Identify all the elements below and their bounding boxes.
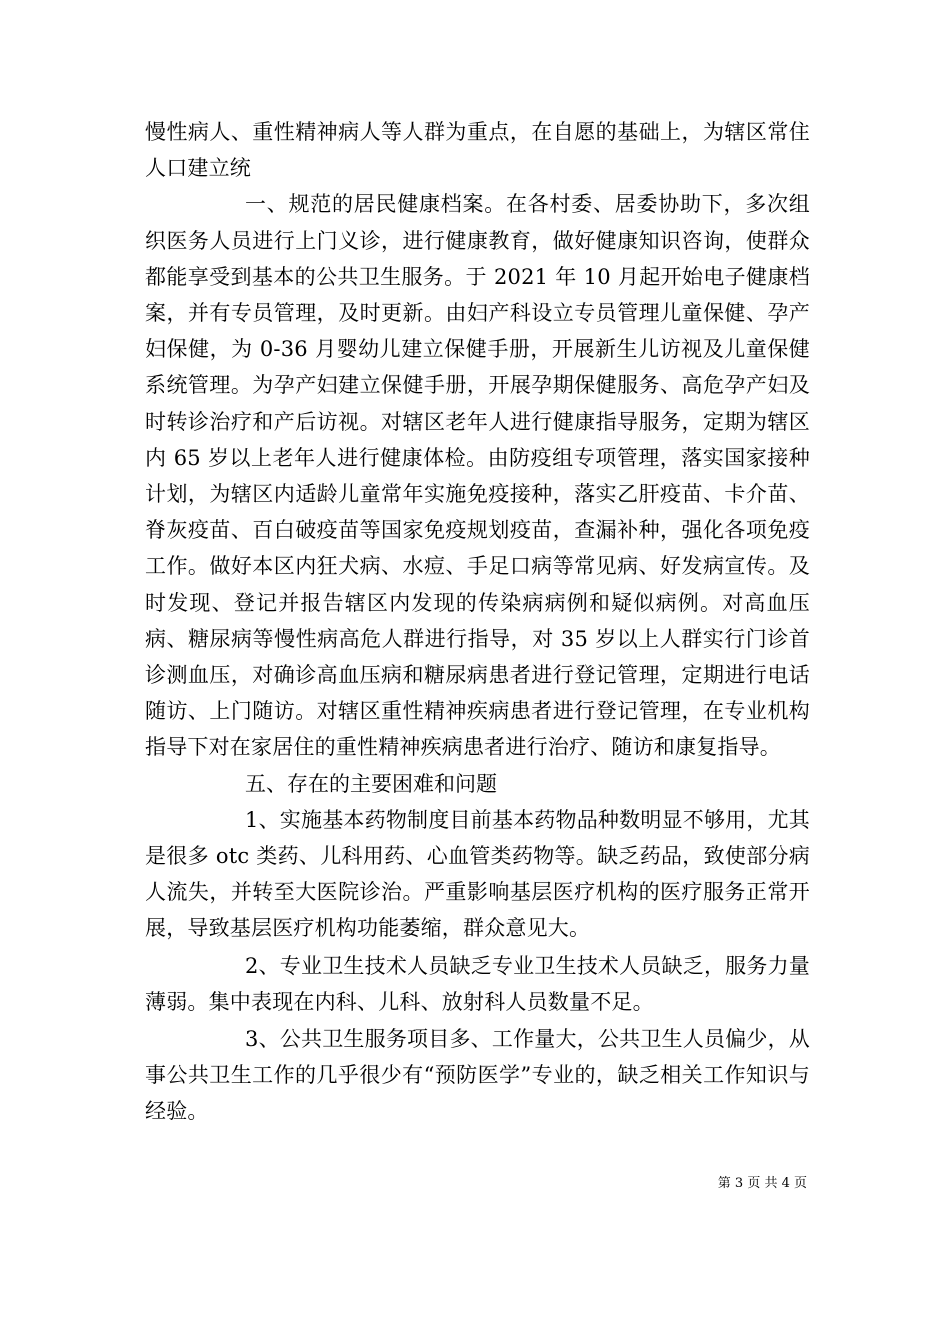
paragraph-staff-shortage: 2、专业卫生技术人员缺乏专业卫生技术人员缺乏，服务力量薄弱。集中表现在内科、儿科、放射科人员数量不足。 bbox=[145, 953, 810, 1014]
paragraph-health-records: 一、规范的居民健康档案。在各村委、居委协助下，多次组织医务人员进行上门义诊，进行健康教育，做好健康知识咨询，使群众都能享受到基本的公共卫生服务。于 2021 年 10 月起开始电子健康档案，并有专员管理，及时更新。由妇产科设立专员管理儿童保健、孕产妇保健，为 0-36 月婴幼儿建立保健手册，开展新生儿访视及儿童保健系统管理。为孕产妇建立保健手册，开展孕期保健服务、高危孕产妇及时转诊治疗和产后访视。对辖区老年人进行健康指导服务，定期为辖区内 65 岁以上老年人进行健康体检。由防疫组专项管理，落实国家接种计划，为辖区内适龄儿童常年实施免疫接种，落实乙肝疫苗、卡介苗、脊灰疫苗、百白破疫苗等国家免疫规划疫苗，查漏补种，强化各项免疫工作。做好本区内狂犬病、水痘、手足口病等常见病、好发病宣传。及时发现、登记并报告辖区内发现的传染病病例和疑似病例。对高血压病、糖尿病等慢性病高危人群进行指导，对 35 岁以上人群实行门诊首诊测血压，对确诊高血压病和糖尿病患者进行登记管理，定期进行电话随访、上门随访。对辖区重性精神疾病患者进行登记管理，在专业机构指导下对在家居住的重性精神疾病患者进行治疗、随访和康复指导。 bbox=[145, 192, 810, 760]
page-number-footer: 第 3 页 共 4 页 bbox=[717, 1176, 807, 1191]
paragraph-continuation: 慢性病人、重性精神病人等人群为重点，在自愿的基础上，为辖区常住人口建立统 bbox=[145, 120, 810, 181]
paragraph-drug-shortage: 1、实施基本药物制度目前基本药物品种数明显不够用，尤其是很多 otc 类药、儿科用药、心血管类药物等。缺乏药品，致使部分病人流失，并转至大医院诊治。严重影响基层医疗机构的医疗服务正常开展，导致基层医疗机构功能萎缩，群众意见大。 bbox=[145, 807, 810, 941]
document-body bbox=[145, 114, 810, 1130]
paragraph-public-health-workload: 3、公共卫生服务项目多、工作量大，公共卫生人员偏少，从事公共卫生工作的几乎很少有“预防医学”专业的，缺乏相关工作知识与经验。 bbox=[145, 1027, 810, 1124]
section-heading-problems: 五、存在的主要困难和问题 bbox=[245, 771, 497, 796]
